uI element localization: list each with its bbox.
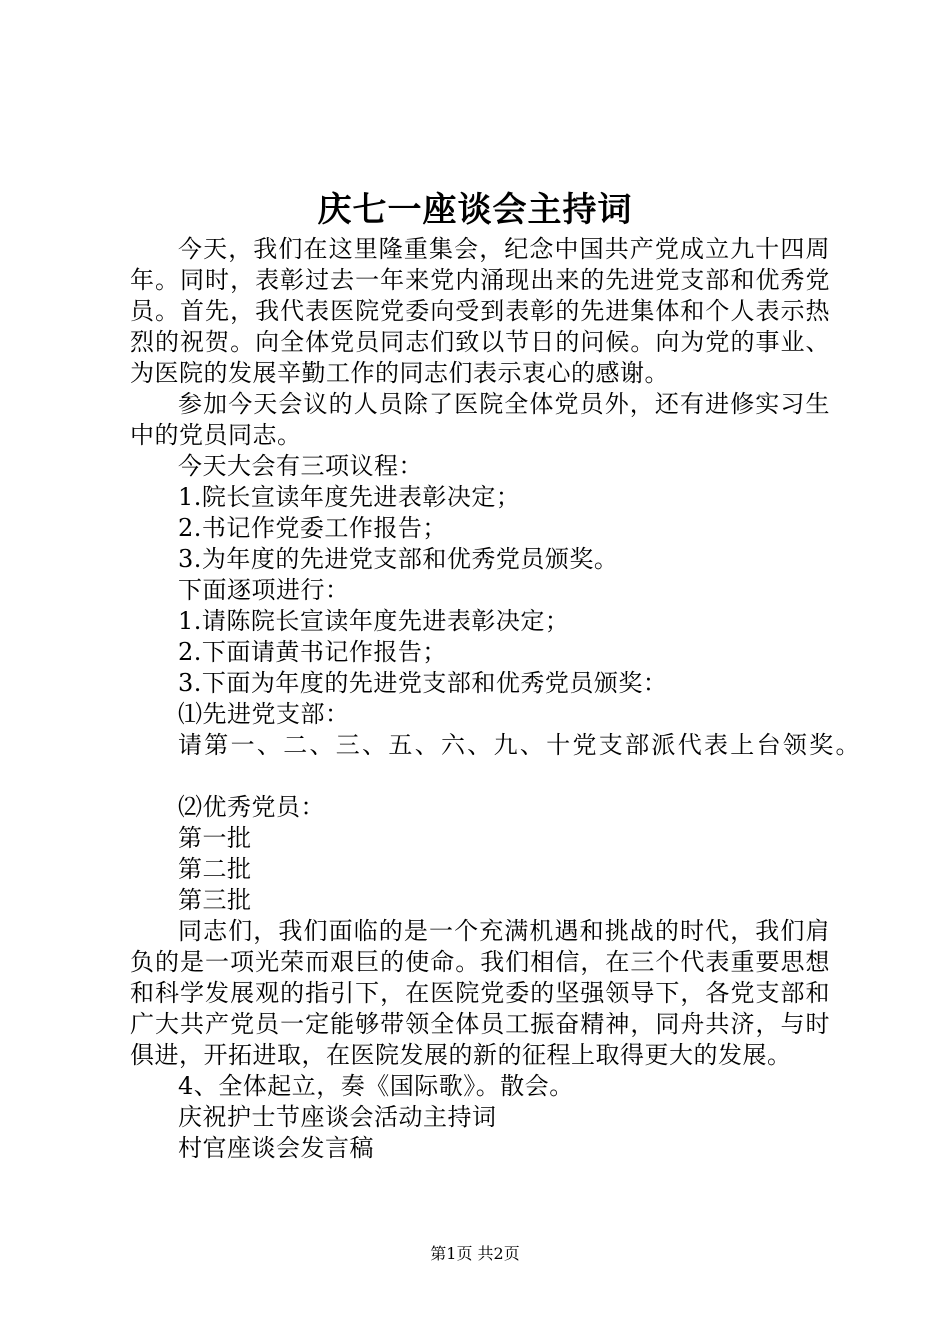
agenda-item-1: 1.院长宣读年度先进表彰决定；: [178, 483, 521, 511]
batch-1: 第一批: [178, 824, 252, 852]
award-member-heading: ⑵优秀党员：: [178, 793, 325, 821]
proceed-item-1: 1.请陈院长宣读年度先进表彰决定；: [178, 607, 570, 635]
document-body: [130, 234, 862, 1164]
proceed-intro: 下面逐项进行：: [178, 576, 350, 604]
closing-paragraph: 同志们，我们面临的是一个充满机遇和挑战的时代，我们肩负的是一项光荣而艰巨的使命。我们相信，在三个代表重要思想和科学发展观的指引下，在医院党委的坚强领导下，各党支部和广大共产党员一定能够带领全体员工振奋精神，同舟共济，与时俱进，开拓进取，在医院发展的新的征程上取得更大的发展。: [130, 917, 830, 1069]
batch-3: 第三批: [178, 886, 252, 914]
agenda-item-2: 2.书记作党委工作报告；: [178, 514, 447, 542]
agenda-intro: 今天大会有三项议程：: [178, 452, 423, 480]
blank-line: [130, 761, 830, 792]
award-branch-text: 请第一、二、三、五、六、九、十党支部派代表上台领奖。: [178, 731, 862, 759]
page-footer: 第1页 共2页: [430, 1244, 520, 1263]
agenda-item-3: 3.为年度的先进党支部和优秀党员颁奖。: [178, 545, 619, 573]
proceed-item-2: 2.下面请黄书记作报告；: [178, 638, 447, 666]
related-link-2[interactable]: 村官座谈会发言稿: [178, 1134, 374, 1162]
final-agenda-item: 4、全体起立，奏《国际歌》。散会。: [178, 1072, 574, 1100]
award-branch-heading: ⑴先进党支部：: [178, 700, 350, 728]
attendees-paragraph: 参加今天会议的人员除了医院全体党员外，还有进修实习生中的党员同志。: [130, 390, 830, 449]
document-title: 庆七一座谈会主持词: [317, 190, 633, 230]
related-link-1[interactable]: 庆祝护士节座谈会活动主持词: [178, 1103, 497, 1131]
opening-paragraph: 今天，我们在这里隆重集会，纪念中国共产党成立九十四周年。同时，表彰过去一年来党内涌现出来的先进党支部和优秀党员。首先，我代表医院党委向受到表彰的先进集体和个人表示热烈的祝贺。向全体党员同志们致以节日的问候。向为党的事业、为医院的发展辛勤工作的同志们表示衷心的感谢。: [130, 235, 830, 387]
proceed-item-3: 3.下面为年度的先进党支部和优秀党员颁奖：: [178, 669, 668, 697]
batch-2: 第二批: [178, 855, 252, 883]
